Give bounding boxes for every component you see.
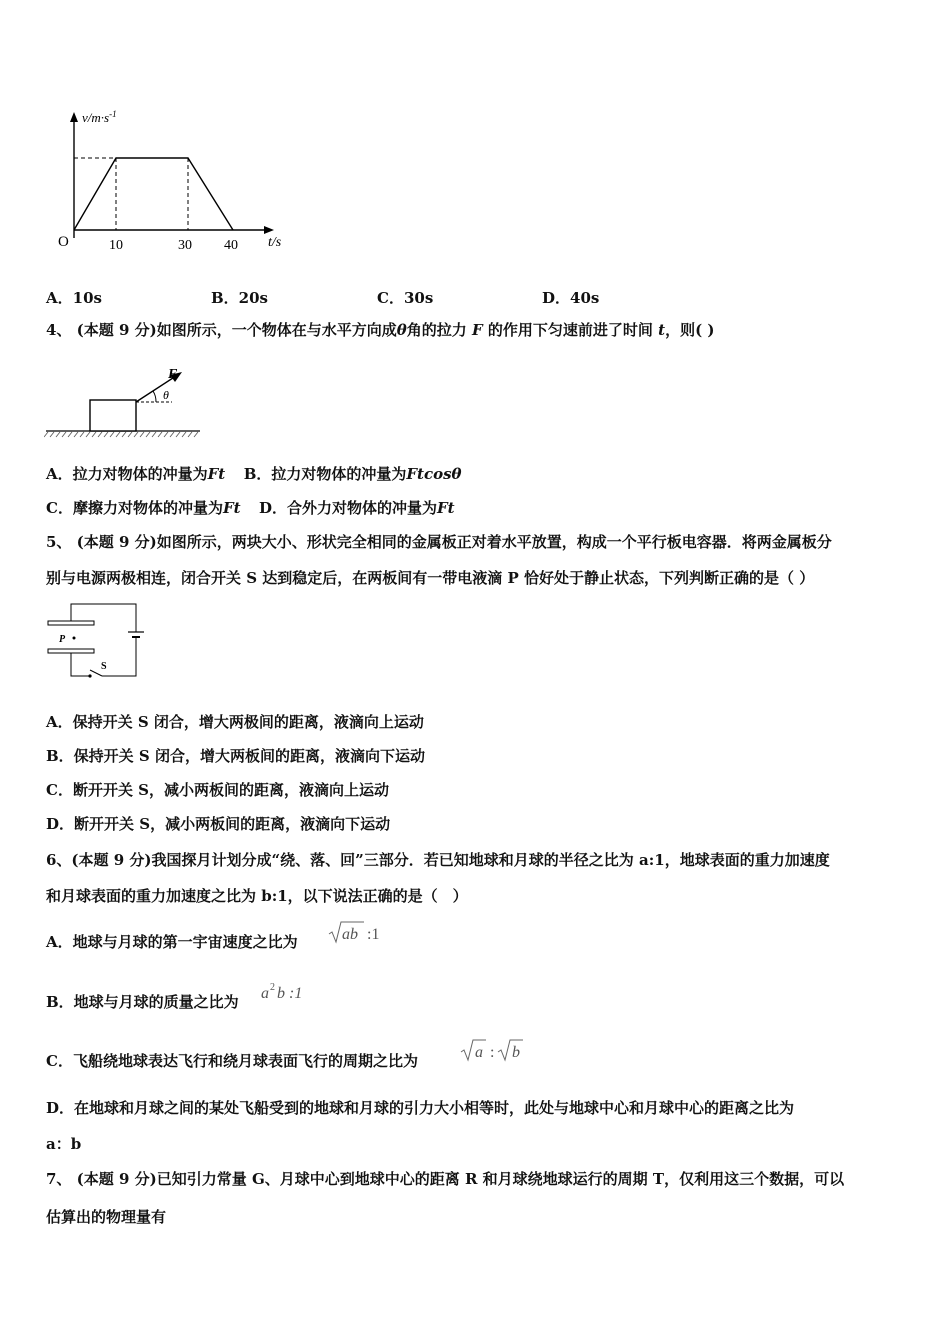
q6-option-b-formula bbox=[260, 978, 316, 1004]
q6-option-c-formula bbox=[460, 1036, 526, 1064]
q7-stem-line2: 估算出的物理量有 bbox=[46, 1208, 167, 1226]
force-label: F bbox=[168, 367, 178, 382]
q5-stem-line1: 5、 (本题 9 分)如图所示，两块大小、形状完全相同的金属板正对着水平放置，构成一个平行板电容器．将两金属板分 bbox=[46, 533, 832, 551]
q6-option-d-line2[interactable]: a：b bbox=[46, 1135, 82, 1153]
origin-label: O bbox=[58, 234, 69, 250]
q4-option-c[interactable]: C．摩擦力对物体的冲量为Ft bbox=[46, 499, 241, 517]
q5-option-c[interactable]: C．断开开关 S，减小两板间的距离，液滴向上运动 bbox=[46, 781, 389, 799]
q7-stem-line1: 7、 (本题 9 分)已知引力常量 G、月球中心到地球中心的距离 R 和月球绕地球运行的周期 T，仅利用这三个数据，可以 bbox=[46, 1170, 845, 1188]
droplet bbox=[73, 637, 76, 640]
q4-options-ab bbox=[46, 464, 462, 484]
q6-option-a[interactable]: A．地球与月球的第一宇宙速度之比为 bbox=[46, 933, 298, 951]
q4-stem: 4、 (本题 9 分)如图所示，一个物体在与水平方向成θ角的拉力 F 的作用下匀速前进了时间 t，则( ) bbox=[46, 321, 715, 339]
q4-option-b[interactable]: B．拉力对物体的冲量为Ftcosθ bbox=[243, 465, 462, 483]
lower-plate bbox=[48, 649, 94, 653]
y-axis-label: $v/m\cdot s^{-1}$ bbox=[82, 109, 117, 125]
lower-plate-wire bbox=[71, 653, 90, 676]
q4-option-d[interactable]: D．合外力对物体的冲量为Ft bbox=[259, 499, 455, 517]
formula-exp: 2 bbox=[270, 982, 275, 993]
formula-colon: : bbox=[490, 1044, 495, 1061]
q5-option-a[interactable]: A．保持开关 S 闭合，增大两极间的距离，液滴向上运动 bbox=[46, 713, 424, 731]
q4-option-a[interactable]: A．拉力对物体的冲量为Ft bbox=[46, 465, 226, 483]
y-axis-arrow bbox=[70, 112, 78, 122]
q6-option-a-formula bbox=[328, 918, 388, 946]
q4-options-cd bbox=[46, 498, 455, 518]
x-axis-label: t/s bbox=[268, 235, 282, 250]
capacitor-circuit-figure bbox=[44, 600, 144, 682]
q5-option-b[interactable]: B．保持开关 S 闭合，增大两板间的距离，液滴向下运动 bbox=[46, 747, 425, 765]
upper-plate bbox=[48, 621, 94, 625]
upper-wire bbox=[71, 604, 136, 632]
lower-wire bbox=[102, 637, 136, 676]
velocity-time-graph bbox=[50, 108, 295, 258]
formula-a: a bbox=[261, 985, 269, 1002]
tick-label-30: 30 bbox=[178, 238, 192, 253]
droplet-label: P bbox=[59, 634, 66, 645]
x-axis-arrow bbox=[264, 226, 274, 234]
q5-stem-line2: 别与电源两极相连，闭合开关 S 达到稳定后，在两板间有一带电液滴 P 恰好处于静止状态，下列判断正确的是（ ） bbox=[46, 569, 815, 587]
pulled-block-figure bbox=[44, 362, 204, 446]
tick-label-40: 40 bbox=[224, 238, 238, 253]
formula-a: a bbox=[475, 1044, 483, 1061]
q6-stem-line2: 和月球表面的重力加速度之比为 b:1，以下说法正确的是（ ） bbox=[46, 887, 468, 905]
switch-label: S bbox=[101, 661, 107, 672]
block bbox=[90, 400, 136, 431]
q6-option-c[interactable]: C．飞船绕地球表达飞行和绕月球表面飞行的周期之比为 bbox=[46, 1052, 418, 1070]
q6-stem-line1: 6、(本题 9 分)我国探月计划分成“绕、落、回”三部分．若已知地球和月球的半径之比为 a:1，地球表面的重力加速度 bbox=[46, 851, 830, 869]
q6-option-d-line1[interactable]: D．在地球和月球之间的某处飞船受到的地球和月球的引力大小相等时，此处与地球中心和月球中心的距离之比为 bbox=[46, 1099, 795, 1117]
q3-option-a[interactable]: A．10s bbox=[46, 289, 102, 307]
q3-option-c[interactable]: C．30s bbox=[377, 289, 434, 307]
velocity-curve bbox=[74, 158, 233, 230]
angle-arc bbox=[153, 391, 156, 402]
angle-label: θ bbox=[163, 388, 169, 402]
formula-b: b bbox=[512, 1044, 520, 1061]
q6-option-b[interactable]: B．地球与月球的质量之比为 bbox=[46, 993, 239, 1011]
tick-label-10: 10 bbox=[109, 238, 123, 253]
formula-ratio: :1 bbox=[367, 926, 380, 943]
formula-ab: ab bbox=[342, 926, 358, 943]
q5-option-d[interactable]: D．断开开关 S，减小两板间的距离，液滴向下运动 bbox=[46, 815, 391, 833]
ground-hatch bbox=[44, 432, 198, 437]
q3-option-b[interactable]: B．20s bbox=[211, 289, 268, 307]
q3-option-d[interactable]: D．40s bbox=[542, 289, 600, 307]
formula-rest: b :1 bbox=[277, 985, 303, 1002]
